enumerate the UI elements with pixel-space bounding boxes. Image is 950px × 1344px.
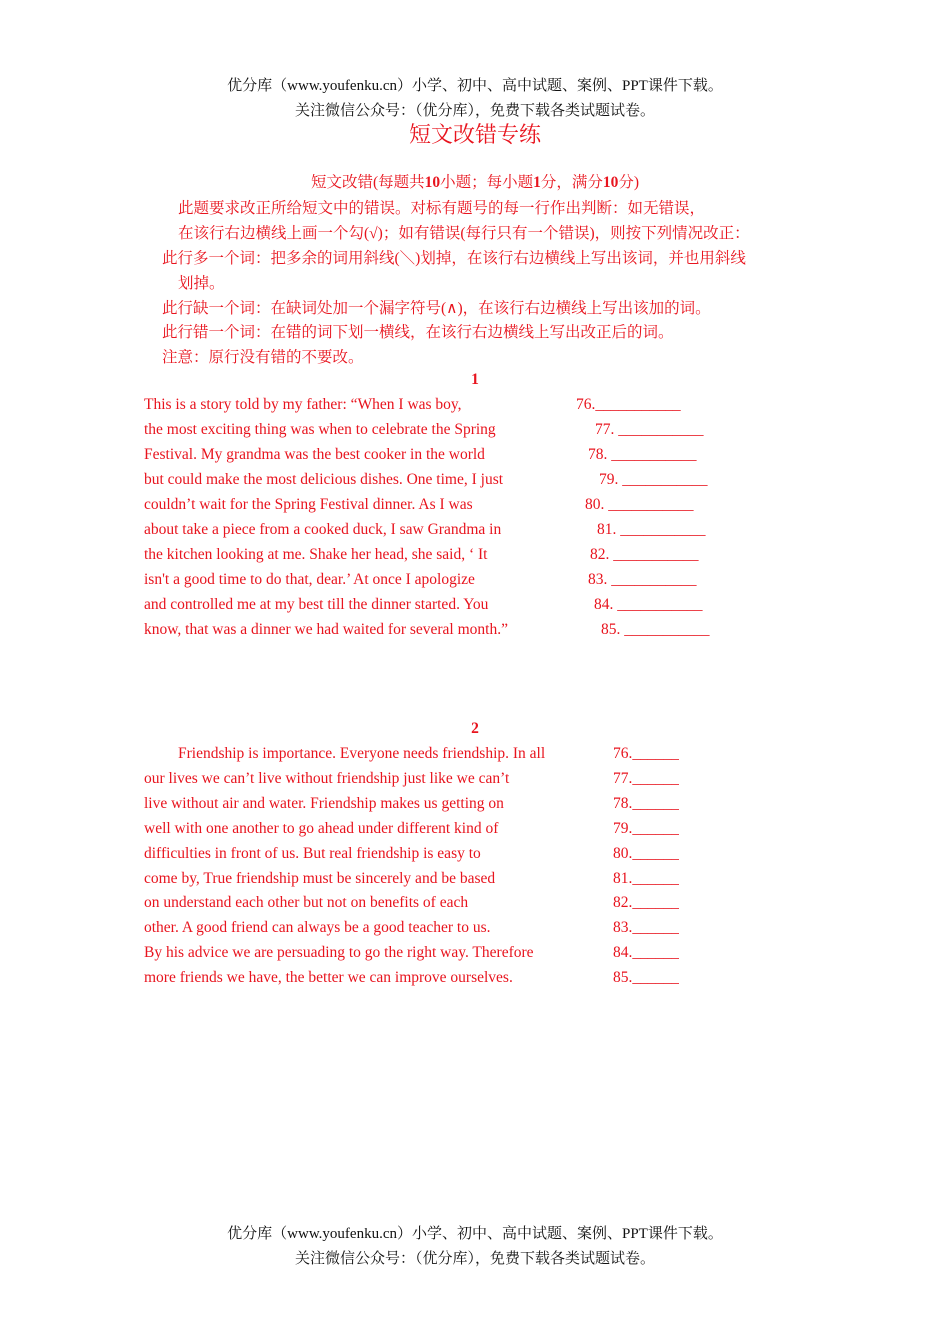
instruction-line-1: 此题要求改正所给短文中的错误。对标有题号的每一行作出判断：如无错误， bbox=[178, 200, 706, 217]
answer-blank[interactable]: 76.___________ bbox=[576, 396, 681, 413]
answer-blank[interactable]: 83. ___________ bbox=[588, 571, 697, 588]
passage-1-line: isn't a good time to do that, dear.’ At once I apologize bbox=[144, 571, 475, 588]
passage-1-heading: 1 bbox=[471, 371, 479, 388]
passage-1-line: about take a piece from a cooked duck, I saw Grandma in bbox=[144, 521, 502, 538]
passage-1-line: know, that was a dinner we had waited for several month.” bbox=[144, 621, 508, 638]
passage-2-line: our lives we can’t live without friendship just like we can’t bbox=[144, 770, 510, 787]
passage-2-line: come by, True friendship must be sincerely and be based bbox=[144, 870, 496, 887]
answer-blank[interactable]: 79.______ bbox=[613, 820, 679, 837]
answer-blank[interactable]: 79. ___________ bbox=[599, 471, 708, 488]
passage-2-line: more friends we have, the better we can improve ourselves. bbox=[144, 969, 513, 986]
answer-blank[interactable]: 85. ___________ bbox=[601, 621, 710, 638]
footer-line-1: 优分库（www.youfenku.cn）小学、初中、高中试题、案例、PPT课件下载。 bbox=[227, 1226, 723, 1242]
instructions-heading: 短文改错(每题共10小题；每小题1分，满分10分) bbox=[310, 174, 640, 191]
answer-blank[interactable]: 77.______ bbox=[613, 770, 679, 787]
answer-blank[interactable]: 85.______ bbox=[613, 969, 679, 986]
passage-2-line: Friendship is importance. Everyone needs friendship. In all bbox=[178, 745, 546, 762]
answer-blank[interactable]: 76.______ bbox=[613, 745, 679, 762]
passage-2-heading: 2 bbox=[471, 720, 479, 737]
answer-blank[interactable]: 81.______ bbox=[613, 870, 679, 887]
answer-blank[interactable]: 78.______ bbox=[613, 795, 679, 812]
passage-1-line: couldn’t wait for the Spring Festival dinner. As I was bbox=[144, 496, 473, 513]
answer-blank[interactable]: 82.______ bbox=[613, 894, 679, 911]
passage-2-line: By his advice we are persuading to go the right way. Therefore bbox=[144, 944, 534, 961]
passage-2-line: difficulties in front of us. But real friendship is easy to bbox=[144, 845, 481, 862]
passage-2-line: on understand each other but not on benefits of each bbox=[144, 894, 469, 911]
passage-1-line: the most exciting thing was when to celebrate the Spring bbox=[144, 421, 496, 438]
answer-blank[interactable]: 84.______ bbox=[613, 944, 679, 961]
instruction-line-5: 此行缺一个词：在缺词处加一个漏字符号(∧)，在该行右边横线上写出该加的词。 bbox=[162, 300, 711, 317]
instruction-line-4: 划掉。 bbox=[178, 275, 225, 292]
passage-1-line: and controlled me at my best till the dinner started. You bbox=[144, 596, 489, 613]
page-title: 短文改错专练 bbox=[408, 122, 541, 147]
instruction-line-2: 在该行右边横线上画一个勾(√)；如有错误(每行只有一个错误)，则按下列情况改正： bbox=[178, 225, 750, 242]
passage-1-line: but could make the most delicious dishes. One time, I just bbox=[144, 471, 504, 488]
header-line-1: 优分库（www.youfenku.cn）小学、初中、高中试题、案例、PPT课件下载。 bbox=[227, 78, 723, 94]
answer-blank[interactable]: 80.______ bbox=[613, 845, 679, 862]
answer-blank[interactable]: 80. ___________ bbox=[585, 496, 694, 513]
passage-2-line: well with one another to go ahead under different kind of bbox=[144, 820, 499, 837]
answer-blank[interactable]: 81. ___________ bbox=[597, 521, 706, 538]
instruction-line-6: 此行错一个词：在错的词下划一横线，在该行右边横线上写出改正后的词。 bbox=[162, 324, 674, 341]
answer-blank[interactable]: 84. ___________ bbox=[594, 596, 703, 613]
answer-blank[interactable]: 78. ___________ bbox=[588, 446, 697, 463]
passage-1-line: the kitchen looking at me. Shake her head, she said, ‘ It bbox=[144, 546, 488, 563]
footer-line-2: 关注微信公众号：（优分库），免费下载各类试题试卷。 bbox=[294, 1251, 655, 1267]
passage-2-line: live without air and water. Friendship makes us getting on bbox=[144, 795, 504, 812]
instruction-line-7: 注意：原行没有错的不要改。 bbox=[162, 349, 364, 366]
answer-blank[interactable]: 82. ___________ bbox=[590, 546, 699, 563]
answer-blank[interactable]: 77. ___________ bbox=[595, 421, 704, 438]
answer-blank[interactable]: 83.______ bbox=[613, 919, 679, 936]
passage-2-line: other. A good friend can always be a good teacher to us. bbox=[144, 919, 491, 936]
instruction-line-3: 此行多一个词：把多余的词用斜线(＼)划掉，在该行右边横线上写出该词，并也用斜线 bbox=[162, 250, 746, 267]
passage-1-line: Festival. My grandma was the best cooker in the world bbox=[144, 446, 485, 463]
passage-1-line: This is a story told by my father: “When I was boy, bbox=[144, 396, 462, 413]
header-line-2: 关注微信公众号：（优分库），免费下载各类试题试卷。 bbox=[294, 103, 655, 119]
